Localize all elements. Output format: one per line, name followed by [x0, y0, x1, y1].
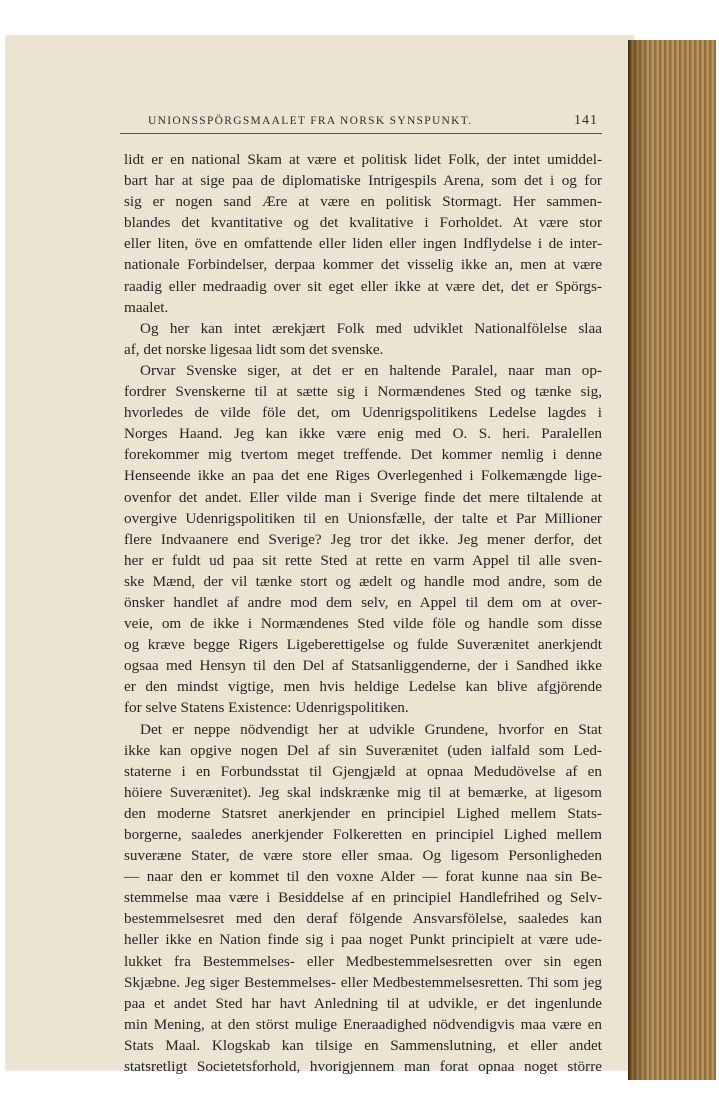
text-line: bart har at sige paa de diplomatiske Intrigespils Arena, som det i og for: [124, 172, 602, 190]
text-line: höiere Suverænitet). Jeg skal indskrænke mig til at bemærke, at ligesom: [124, 783, 602, 801]
page-edge-shadow: [628, 40, 648, 1080]
text-line: den moderne Statsret anerkjender en principiel Lighed mellem Stats-: [124, 804, 602, 822]
text-line: maalet.: [124, 298, 169, 316]
text-line: af, det norske ligesaa lidt som det svenske.: [124, 340, 384, 358]
text-line: ovenfor det andet. Eller vilde man i Sverige finde det mere tiltalende at: [124, 488, 602, 506]
text-line: Orvar Svenske siger, at det er en haltende Paralel, naar man op-: [140, 361, 602, 379]
text-line: lidt er en national Skam at være et politisk lidet Folk, der intet umiddel-: [124, 151, 602, 168]
text-line: raadig eller medraadig over sit eget eller ikke at være det, det er Spörgs-: [124, 277, 602, 295]
text-line: for selve Statens Existence: Udenrigspolitiken.: [124, 699, 409, 717]
text-line: heller ikke en Nation finde sig i paa noget Punkt principielt at være ude-: [124, 931, 602, 949]
text-line: lukket fra Bestemmelses- eller Medbestemmelsesretten over sin egen: [124, 952, 602, 970]
text-line: önsker handlet af andre mod dem selv, en Appel til dem om at over-: [124, 593, 602, 611]
running-title: UNIONSSPÖRGSMAALET FRA NORSK SYNSPUNKT.: [148, 115, 473, 127]
text-line: staterne i en Forbundsstat til Gjengjæld at opnaa Medudövelse af en: [124, 762, 602, 780]
text-line: er den mindst vigtige, men hvis heldige Ledelse kan blive afgjörende: [124, 678, 602, 696]
text-line: Stats Maal. Klogskab kan tilsige en Sammenslutning, et eller andet: [124, 1036, 602, 1054]
text-line: stemmelse maa være i Besiddelse af en principiel Handlefrihed og Selv-: [124, 889, 602, 907]
text-line: borgerne, saaledes anerkjender Folkeretten en principiel Lighed mellem: [124, 826, 602, 843]
text-line: blandes det kvantitative og det kvalitative i Forholdet. At være stor: [124, 214, 602, 232]
text-line: paa et andet Sted har havt Anledning til at udvikle, er det ingenlunde: [124, 994, 602, 1012]
text-line: bestemmelsesret med den deraf fölgende Ansvarsfölelse, saaledes kan: [124, 910, 602, 928]
text-line: — naar den er kommet til den voxne Alder — forat kunne naa sin Be-: [124, 868, 602, 886]
text-line: forekommer mig tvertom meget treffende. Det kommer nemlig i denne: [124, 446, 602, 464]
text-line: ikke kan opgive nogen Del af sin Suverænitet (uden ialfald som Led-: [124, 741, 602, 759]
text-line: statsretligt Societetsforhold, hvorigjennem man forat opnaa noget större: [124, 1058, 602, 1076]
text-line: overgive Udenrigspolitiken til en Unionsfælle, der talte et Par Millioner: [124, 509, 602, 527]
text-line: Det er neppe nödvendigt her at udvikle Grundene, hvorfor en Stat: [140, 720, 602, 738]
page-header: [120, 113, 602, 134]
text-line: og kræve begge Rigers Ligeberettigelse og fulde Suverænitet anerkjendt: [124, 636, 602, 654]
text-line: sig er nogen sand Ære at være en politisk Stormagt. Her sammen-: [124, 193, 602, 211]
text-line: Henseende ikke an paa det ene Riges Overlegenhed i Folkemængde lige-: [124, 467, 602, 485]
text-line: Skjæbne. Jeg siger Bestemmelses- eller Medbestemmelsesretten. Thi som jeg: [124, 973, 602, 991]
text-line: min Mening, at den störst mulige Eneraadighed nödvendigvis maa være en: [124, 1015, 602, 1033]
text-line: her er fuldt ud paa sit rette Sted at rette en varm Appel til alle sven-: [124, 551, 602, 569]
text-line: ogsaa med Hensyn til den Del af Statsanliggenderne, der i Sandhed ikke: [124, 657, 602, 675]
text-line: eller liten, öve en omfattende eller liden eller ingen Indflydelse i de inter-: [124, 235, 602, 253]
text-line: hvorledes de vilde föle det, om Udenrigspolitikens Ledelse lagdes i: [124, 404, 602, 422]
text-line: veie, om de ikke i Normændenes Sted vilde föle og handle som disse: [124, 615, 602, 633]
text-line: suveræne Stater, de være store eller smaa. Og ligesom Personligheden: [124, 847, 602, 865]
body-text: [124, 149, 602, 1077]
text-line: ske Mænd, der vil tænke stort og ædelt og handle mod andre, som de: [124, 572, 602, 590]
text-line: Og her kan intet ærekjært Folk med udviklet Nationalfölelse slaa: [140, 319, 602, 337]
text-line: flere Indvaanere end Sverige? Jeg tror det ikke. Jeg mener derfor, det: [124, 530, 602, 548]
page-number: 141: [574, 113, 598, 128]
text-line: Norges Haand. Jeg kan ikke være enig med O. S. heri. Paralellen: [124, 425, 602, 443]
text-line: nationale Forbindelser, derpaa kommer det visselig ikke an, men at være: [124, 256, 602, 274]
text-line: fordrer Svenskerne til at sætte sig i Normændenes Sted og tænke sig,: [124, 383, 602, 401]
